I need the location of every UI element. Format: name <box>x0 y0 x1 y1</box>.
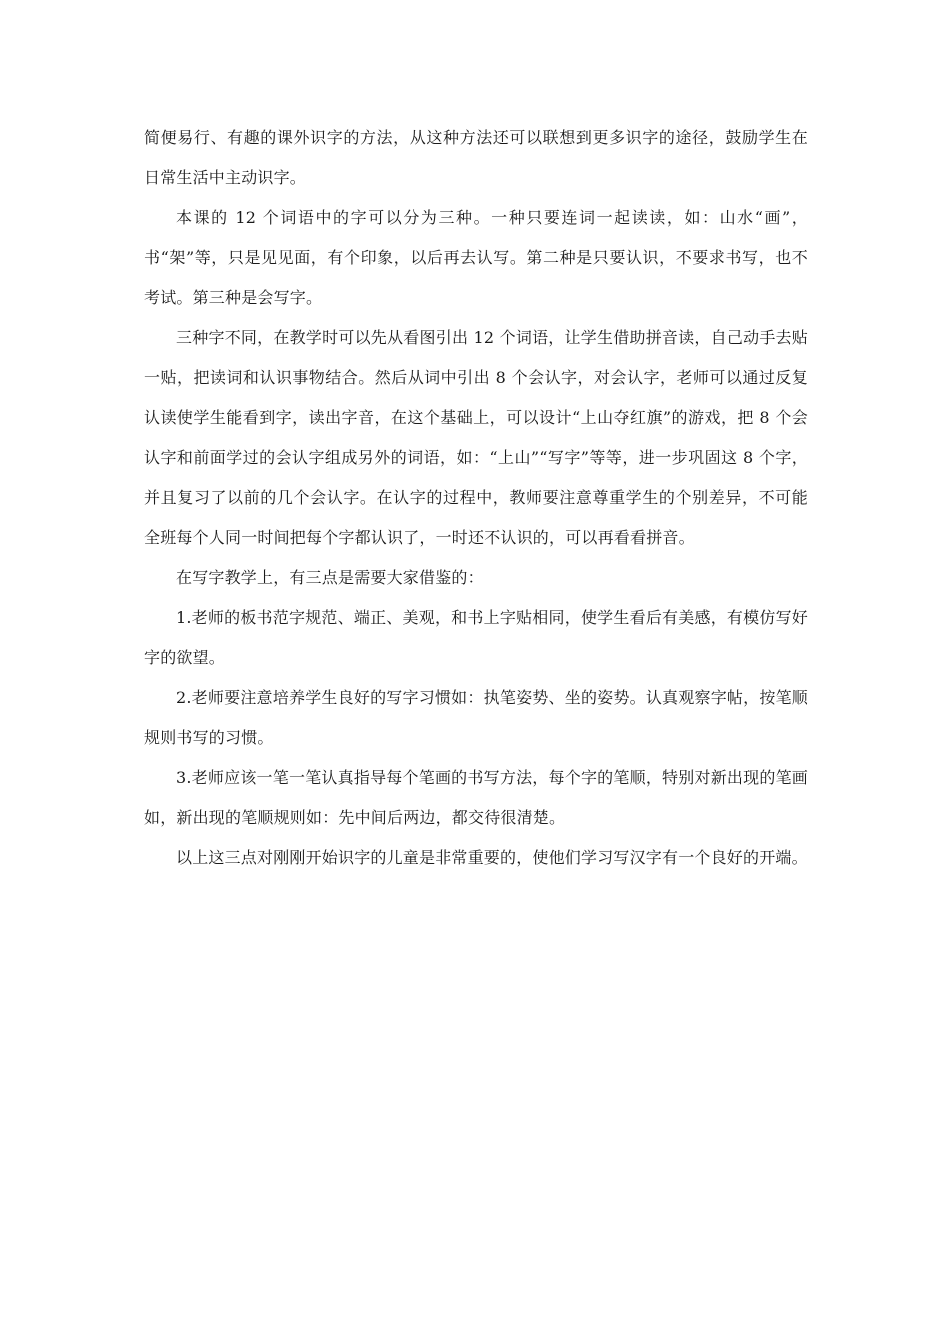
paragraph-3: 三种字不同，在教学时可以先从看图引出 12 个词语，让学生借助拼音读，自己动手去贴一贴，把读词和认识事物结合。然后从词中引出 8 个会认字，对会认字，老师可以通过反复认读使学生能看到字，读出字音，在这个基础上，可以设计“上山夺红旗”的游戏，把 8 个会认字和前面学过的会认字组成另外的词语，如：“上山”“写字”等等，进一步巩固这 8 个字，并且复习了以前的几个会认字。在认字的过程中，教师要注意尊重学生的个别差异，不可能全班每个人同一时间把每个字都认识了，一时还不认识的，可以再看看拼音。 <box>144 328 808 547</box>
document-page <box>144 118 808 878</box>
paragraph-2: 本课的 12 个词语中的字可以分为三种。一种只要连词一起读读，如：山水“画”，书“架”等，只是见见面，有个印象，以后再去认写。第二种是只要认识，不要求书写，也不考试。第三种是会写字。 <box>144 208 808 307</box>
list-item-3: 3.老师应该一笔一笔认真指导每个笔画的书写方法，每个字的笔顺，特别对新出现的笔画如，新出现的笔顺规则如：先中间后两边，都交待很清楚。 <box>144 768 808 827</box>
paragraph-1: 简便易行、有趣的课外识字的方法，从这种方法还可以联想到更多识字的途径，鼓励学生在日常生活中主动识字。 <box>144 128 808 187</box>
list-item-1: 1.老师的板书范字规范、端正、美观，和书上字贴相同，使学生看后有美感，有模仿写好字的欲望。 <box>144 608 808 667</box>
paragraph-conclusion: 以上这三点对刚刚开始识字的儿童是非常重要的，使他们学习写汉字有一个良好的开端。 <box>176 848 808 867</box>
list-item-2: 2.老师要注意培养学生良好的写字习惯如：执笔姿势、坐的姿势。认真观察字帖，按笔顺规则书写的习惯。 <box>144 688 808 747</box>
paragraph-4: 在写字教学上，有三点是需要大家借鉴的： <box>176 568 484 587</box>
